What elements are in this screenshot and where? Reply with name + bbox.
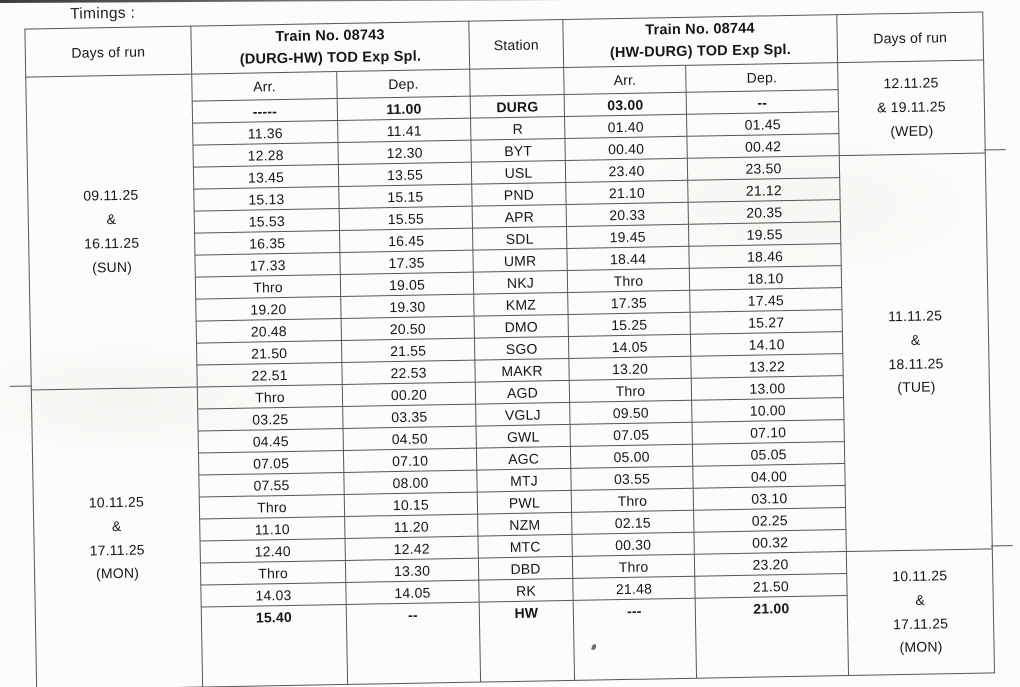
departure-time-08743: 15.15 [339, 184, 472, 208]
days-of-run-cell-right-wed [838, 60, 986, 156]
departure-time-08744: 18.46 [689, 244, 841, 269]
arrival-time-08744: 05.00 [570, 444, 692, 468]
station-code: DURG [470, 94, 564, 118]
station-code: AGC [476, 446, 570, 470]
departure-time-08743: 03.35 [343, 404, 476, 428]
station-code: APR [472, 204, 566, 228]
arrival-time-08744: 00.40 [565, 136, 687, 160]
scan-artifact-line [10, 386, 32, 387]
station-code: PND [472, 182, 566, 206]
departure-time-08744: 23.50 [687, 156, 839, 181]
departure-time-08743: 11.00 [337, 96, 470, 120]
departure-time-08743: 20.50 [341, 316, 474, 340]
arrival-time-08743: 11.10 [200, 516, 345, 541]
dep-header-08743: Dep. [337, 69, 470, 98]
days-line: & 19.11.25 [876, 98, 946, 116]
arrival-time-08743: 11.36 [193, 121, 338, 146]
arrival-time-08744: Thro [572, 554, 694, 578]
arrival-time-08743: 12.28 [193, 143, 338, 168]
station-code: AGD [475, 380, 569, 404]
days-of-run-cell-right [846, 549, 994, 676]
arrival-time-08743: 15.13 [194, 187, 339, 212]
departure-time-08743: 08.00 [344, 470, 477, 494]
arrival-time-08744: 14.05 [568, 334, 690, 358]
days-line: 17.11.25 [89, 541, 145, 559]
days-line: & [910, 331, 921, 348]
arrival-time-08744: 01.40 [565, 114, 687, 138]
station-spacer-cell [470, 67, 564, 96]
arrival-time-08743: 14.03 [201, 582, 346, 607]
departure-time-08744: 00.32 [694, 530, 846, 555]
departure-time-08744: 21.50 [695, 574, 847, 599]
departure-time-08743: 00.20 [342, 382, 475, 406]
days-line: & [915, 591, 926, 608]
departure-time-08744: 14.10 [690, 332, 842, 357]
departure-time-08743: -- [346, 602, 480, 684]
departure-time-08743: 17.35 [340, 250, 473, 274]
station-code: KMZ [474, 292, 568, 316]
arrival-time-08743: ----- [192, 99, 337, 124]
days-line: 11.11.25 [887, 307, 943, 325]
arrival-time-08743: 12.40 [200, 538, 345, 563]
arrival-time-08743: 16.35 [195, 231, 340, 256]
timetable [24, 12, 995, 687]
departure-time-08744: -- [686, 90, 838, 115]
train-08743-header [191, 21, 470, 74]
days-of-run-cell-left-sun [26, 74, 198, 390]
arrival-time-08744: Thro [569, 378, 691, 402]
arrival-time-08744: --- [573, 598, 696, 680]
station-code: R [471, 116, 565, 140]
arrival-time-08744: 21.48 [573, 576, 695, 600]
dep-header-08744: Dep. [686, 63, 838, 93]
station-code: PWL [477, 490, 571, 514]
station-code: HW [479, 600, 574, 682]
days-line: (TUE) [897, 378, 936, 396]
arrival-time-08743: 07.05 [198, 450, 343, 475]
arrival-time-08743: 04.45 [198, 428, 343, 453]
timings-label: Timings : [69, 4, 136, 23]
departure-time-08743: 14.05 [346, 580, 479, 604]
train-08743-subtitle: (DURG-HW) TOD Exp Spl. [239, 48, 422, 68]
days-line: (MON) [899, 638, 943, 656]
arrival-time-08743: Thro [195, 275, 340, 300]
departure-time-08744: 18.10 [689, 266, 841, 291]
station-code: DBD [478, 556, 572, 580]
arrival-time-08744: 15.25 [568, 312, 690, 336]
arr-header-08743: Arr. [192, 72, 337, 102]
departure-time-08744: 01.45 [687, 112, 839, 137]
arrival-time-08744: Thro [567, 268, 689, 292]
days-line: & [106, 211, 117, 228]
days-line: 12.11.25 [883, 74, 939, 92]
departure-time-08744: 20.35 [688, 200, 840, 225]
days-of-run-header-right: Days of run [837, 12, 984, 63]
arrival-time-08743: 20.48 [196, 318, 341, 343]
arrival-time-08744: 17.35 [568, 290, 690, 314]
arrival-time-08743: 03.25 [198, 406, 343, 431]
departure-time-08744: 10.00 [692, 398, 844, 423]
departure-time-08744: 13.00 [691, 376, 843, 401]
arrival-time-08743: Thro [199, 494, 344, 519]
departure-time-08743: 16.45 [340, 228, 473, 252]
departure-time-08743: 19.05 [340, 272, 473, 296]
station-code: SDL [473, 226, 567, 250]
days-of-run-header-left: Days of run [25, 26, 192, 77]
days-line: (WED) [890, 122, 934, 140]
timetable-body [25, 12, 995, 687]
departure-time-08743: 04.50 [343, 426, 476, 450]
days-line: (MON) [95, 564, 140, 582]
departure-time-08744: 00.42 [687, 134, 839, 159]
departure-time-08744: 13.22 [691, 354, 843, 379]
departure-time-08743: 13.55 [338, 162, 471, 186]
arrival-time-08743: Thro [200, 560, 345, 585]
departure-time-08744: 21.12 [688, 178, 840, 203]
departure-time-08743: 13.30 [345, 558, 478, 582]
departure-time-08743: 11.20 [345, 514, 478, 538]
days-line: 16.11.25 [84, 234, 140, 252]
departure-time-08744: 05.05 [692, 442, 844, 467]
departure-time-08743: 15.55 [339, 206, 472, 230]
arrival-time-08744: 23.40 [565, 158, 687, 182]
arrival-time-08743: 19.20 [196, 296, 341, 321]
arrival-time-08744: 09.50 [570, 400, 692, 424]
arrival-time-08744: 20.33 [566, 202, 688, 226]
departure-time-08743: 10.15 [344, 492, 477, 516]
arrival-time-08744: 13.20 [569, 356, 691, 380]
days-line: & [111, 517, 122, 534]
arrival-time-08743: 07.55 [199, 472, 344, 497]
departure-time-08744: 23.20 [694, 552, 846, 577]
departure-time-08744: 17.45 [690, 288, 842, 313]
station-header: Station [469, 20, 564, 70]
arrival-time-08744: 21.10 [566, 180, 688, 204]
station-code: NZM [478, 512, 572, 536]
departure-time-08744: 03.10 [693, 486, 845, 511]
arrival-time-08743: 15.53 [194, 209, 339, 234]
station-code: NKJ [473, 270, 567, 294]
departure-time-08743: 22.53 [342, 360, 475, 384]
days-line: 10.11.25 [88, 493, 144, 511]
departure-time-08744: 15.27 [690, 310, 842, 335]
arrival-time-08743: 21.50 [197, 340, 342, 365]
train-08744-subtitle: (HW-DURG) TOD Exp Spl. [609, 41, 792, 61]
days-line: 09.11.25 [83, 186, 139, 204]
days-line: (SUN) [92, 258, 133, 276]
station-code: USL [471, 160, 565, 184]
station-code: BYT [471, 138, 565, 162]
arrival-time-08744: 02.15 [572, 510, 694, 534]
arrival-time-08743: Thro [197, 384, 342, 409]
station-code: MTC [478, 534, 572, 558]
departure-time-08743: 12.42 [345, 536, 478, 560]
departure-time-08743: 11.41 [338, 118, 471, 142]
arr-header-08744: Arr. [564, 65, 686, 94]
arrival-time-08743: 15.40 [201, 604, 347, 687]
arrival-time-08744: 07.05 [570, 422, 692, 446]
document-body [24, 0, 995, 687]
train-08744-header [563, 15, 838, 68]
departure-time-08743: 07.10 [343, 448, 476, 472]
days-line: 10.11.25 [892, 567, 948, 585]
station-code: DMO [474, 314, 568, 338]
arrival-time-08743: 22.51 [197, 362, 342, 387]
days-of-run-cell-left [31, 387, 202, 687]
station-code: UMR [473, 248, 567, 272]
arrival-time-08744: 00.30 [572, 532, 694, 556]
departure-time-08744: 07.10 [692, 420, 844, 445]
arrival-time-08744: 18.44 [567, 246, 689, 270]
scan-artifact-line [984, 149, 1006, 150]
station-code: MAKR [475, 358, 569, 382]
arrival-time-08744: 19.45 [567, 224, 689, 248]
arrival-time-08744: 03.55 [571, 466, 693, 490]
train-08743-title: Train No. 08743 [275, 27, 385, 46]
departure-time-08744: 19.55 [688, 222, 840, 247]
arrival-time-08744: 03.00 [564, 92, 686, 116]
station-code: VGLJ [476, 402, 570, 426]
days-line: 18.11.25 [888, 354, 944, 372]
station-code: RK [479, 578, 573, 602]
train-08744-title: Train No. 08744 [645, 21, 755, 40]
arrival-time-08743: 17.33 [195, 253, 340, 278]
departure-time-08744: 21.00 [695, 596, 848, 679]
arrival-time-08743: 13.45 [193, 165, 338, 190]
scan-artifact-line [991, 545, 1013, 546]
departure-time-08743: 12.30 [338, 140, 471, 164]
departure-time-08744: 04.00 [693, 464, 845, 489]
days-of-run-cell-right [839, 153, 992, 552]
days-line: 17.11.25 [892, 614, 949, 632]
station-code: SGO [474, 336, 568, 360]
station-code: MTJ [477, 468, 571, 492]
arrival-time-08744: Thro [571, 488, 693, 512]
departure-time-08743: 21.55 [341, 338, 474, 362]
station-code: GWL [476, 424, 570, 448]
departure-time-08744: 02.25 [694, 508, 846, 533]
departure-time-08743: 19.30 [341, 294, 474, 318]
